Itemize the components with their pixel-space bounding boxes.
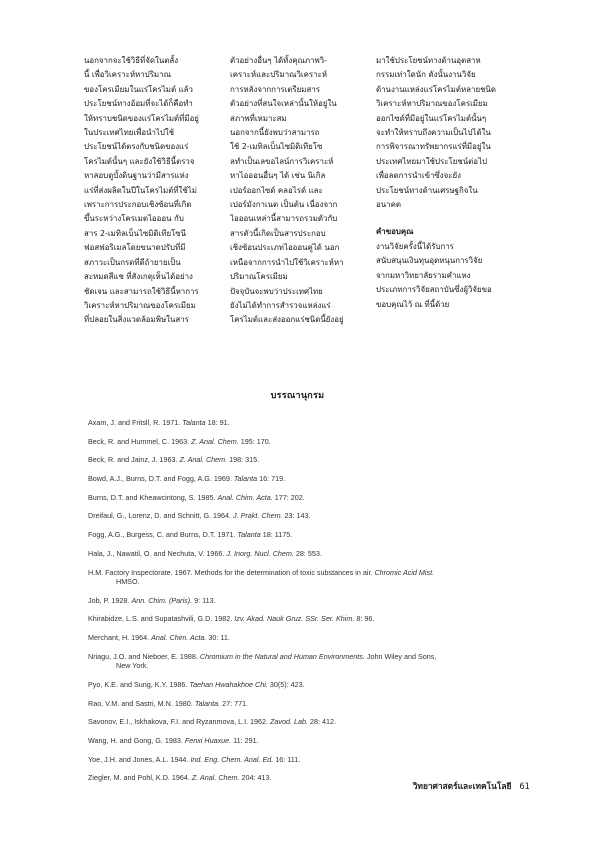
reference-entry [88,493,518,503]
body-col2-line: ตัวอย่างที่สนใจเหล่านั้นให้อยู่ใน [230,99,337,109]
column-1 [84,54,210,328]
reference-entry [88,549,518,559]
body-col1-line: โครไมต์นั้นๆ และยังใช้วิธีนี้ตรวจ [84,156,195,166]
column-3 [376,54,502,312]
reference-entry [88,474,518,484]
body-col1-line: สาร 2-เมทิลเบ็นไซมิดิเทียโซนี [84,228,187,238]
column-3-body [376,54,502,212]
body-col1-line: นี้ เพื่อวิเคราะห์หาปริมาณ [84,70,171,80]
reference-authors: Dreifaul, G., Lorenz, D. and Schnitt, G. 1964. [88,511,234,521]
body-col3-line: เพื่อลดการนำเข้าซึ่งจะยัง [376,171,461,181]
body-col1-line: ฟอสฟอริเมลโดยขนาดปรับที่มี [84,243,186,253]
body-col3-line: ประโยชน์ทางด้านเศรษฐกิจใน [376,185,478,195]
body-col2-line: หาไอออนอื่นๆ ได้ เช่น นิเกิล [230,171,326,181]
body-col2-line: โครไมต์และส่งออกแร่ชนิดนี้ยังอยู่ [230,315,344,325]
reference-detail: 177: 202. [272,492,305,502]
reference-journal: Anal. Chim. Acta. [217,492,273,502]
body-col3-line: มาใช้ประโยชน์ทางด้านอุตสาห [376,56,481,65]
reference-authors: Beck, R. and Hummel, C. 1963. [88,436,192,446]
reference-authors: Beck, R. and Jainz, J. 1963. [88,455,180,465]
reference-authors: Axam, J. and Fritsll, R. 1971. [88,418,183,427]
reference-entry [88,511,518,521]
reference-detail: 18: 1175. [260,530,293,540]
body-col1-line: นอกจากจะใช้วิธีที่จัดในตลั้ง [84,56,179,65]
reference-journal: Z. Anal. Chem. [191,773,240,783]
reference-detail: 11: 291. [231,736,259,745]
body-col2-line: เชิงซ้อนประเภทไอออนคู่ได้ นอก [230,243,340,253]
reference-detail: 27: 771. [220,698,249,708]
acknowledgement-title: คำขอบคุณ [376,227,414,237]
body-col1-line: ประโยชน์ได้ตรงกับชนิดของแร่ [84,142,189,152]
footer-journal-name: วิทยาศาสตร์และเทคโนโลยี [412,781,512,791]
reference-authors: Nriagu, J.O. and Nieboer, E. 1988. [88,651,200,661]
body-col1-line: ประโยชน์ทางอ้อมที่จะได้ก็คือทำ [84,99,193,109]
body-col2-line: การหลังจากการเตรียมสาร [230,84,320,94]
body-col2-line: ตัวอย่างอื่นๆ ได้ทั้งคุณภาพวิ- [230,56,327,65]
references-title: บรรณานุกรม [270,391,325,401]
reference-detail: 195: 170. [238,436,271,446]
body-col1-line: ของโครเมียมในแร่โครไมต์ แล้ว [84,84,193,94]
reference-journal: Ind. Eng. Chem. Anal. Ed. [190,754,274,764]
reference-authors: Bowd, A.J., Burns, D.T. and Fogg, A.G. 1969. [88,474,234,484]
body-col2-line: ไอออนเหล่านี้สามารถรวมตัวกับ [230,214,338,224]
body-col2-line: เปอร์มังกาเนต เป็นต้น เนื่องจาก [230,200,338,210]
body-col1-line: เพราะการประกอบเชิงซ้อนที่เกิด [84,200,192,210]
reference-journal: J. Inorg. Nucl. Chem. [226,548,294,558]
reference-authors: H.M. Factory Inspectorate. 1967. Methods for the determination of toxic substances in air. [88,567,375,577]
reference-authors: Burns, D.T. and Kheawcintong, S. 1985. [88,492,218,502]
reference-entry [88,614,518,624]
reference-authors: Rao, V.M. and Sastri, M.N. 1980. [88,698,195,708]
reference-journal: Fenxi Huaxue. [184,736,232,745]
reference-entry [88,680,518,690]
body-col1-line: แร่ที่ส่งผลิตในปีในโครไมต์ที่ใช้ไม่ [84,185,197,195]
reference-authors: Pyo, K.E. and Sung, K.Y. 1986. [88,679,190,689]
ack-line: จากมหาวิทยาลัยรามคำแหง [376,270,471,280]
reference-journal: Z. Anal. Chem. [179,455,228,465]
reference-detail: 28: 553. [293,548,322,558]
reference-continuation: New York. [116,661,149,671]
reference-detail: 8: 96. [354,614,375,624]
body-col3-line: กรรมเท่าใดนัก ดังนั้นงานวิจัย [376,70,476,80]
body-col3-line: ออกไซด์ที่มีอยู่ในแร่โครไมต์นั้นๆ [376,113,487,123]
reference-journal: Anal. Chim. Acta. [151,633,207,643]
reference-entry [88,437,518,447]
reference-detail: 30: 11. [206,633,230,643]
reference-detail: 198: 315. [227,455,260,465]
body-col2-line: ปัจจุบันจะพบว่าประเทศไทย [230,286,323,296]
reference-journal: Taehan Hwahakhoe Chi. [189,679,268,689]
ack-line: สนับสนุนเงินทุนอุดหนุนการวิจัย [376,256,483,266]
reference-entry [88,717,518,727]
reference-detail: 23: 143. [282,511,311,521]
ack-line: งานวิจัยครั้งนี้ได้รับการ [376,241,454,251]
body-col2-line: สภาพที่เหมาะสม [230,113,287,123]
body-col3-line: จะทำให้ทราบถึงความเป็นไปได้ใน [376,128,491,138]
reference-journal: Z. Anal. Chem. [191,436,239,446]
reference-authors: Merchant, H. 1964. [88,633,152,643]
reference-detail: 30(5): 423. [267,679,305,689]
page-footer [400,779,530,793]
reference-authors: Khirabidze, L.S. and Supatashvili, G.D. 1982. [88,614,235,624]
reference-entry [88,568,518,587]
reference-journal: Zavod. Lab. [270,717,309,727]
body-col3-line: ด้านงานแหล่งแร่โครไมต์หลายชนิด [376,84,496,94]
reference-detail: 204: 413. [239,773,272,783]
body-col1-line: สะหมดสีแช ที่สังเกตุเห็นได้อย่าง [84,272,193,282]
reference-detail: 18: 91. [205,418,230,427]
body-col1-line: ให้ทราบชนิดของแร่โครไมต์ที่มีอยู่ [84,113,199,123]
reference-authors: Ziegler, M. and Pohl, K.D. 1964. [88,773,192,783]
reference-entry [88,418,518,428]
references-list [88,418,518,792]
acknowledgement-body [376,240,502,312]
body-col2-line: เคราะห์และปริมาณวิเคราะห์ [230,70,327,80]
reference-journal: Talanta. [194,698,221,708]
body-col1-line: หาสอบดูบั้งดินฐานว่ามีสารแห่ง [84,171,189,181]
body-col1-line: ชัดเจน และสามารถใช้วิธีนี้หาการ [84,286,199,296]
reference-detail: 16: 111. [273,754,301,764]
reference-detail: 28: 412. [308,717,336,727]
reference-authors: Job, P. 1928. [88,595,132,605]
reference-entry [88,652,518,671]
reference-journal: Izv. Akad. Nauk Gruz. SSr. Ser. Khim. [234,614,355,624]
reference-continuation: HMSO. [116,577,140,586]
reference-authors: Savonov, E.I., Iskhakova, F.I. and Ryzanmova, L.I. 1962. [88,717,271,727]
body-col2-line: เปอร์ออกไซด์ คลอไรด์ และ [230,185,323,195]
body-col2-line: ลทำเป็นเลขอไลน์การวิเคราะห์ [230,156,334,166]
body-col1-line: วิเคราะห์หาปริมาณของโครเมียม [84,300,196,310]
body-col3-line: ประเทศไทยมาใช้ประโยชน์ต่อไป [376,156,487,166]
reference-authors: Yoe, J.H. and Jones, A.L. 1944. [88,754,191,764]
body-col2-line: สารตัวนี้เกิดเป็นสารประกอบ [230,228,326,238]
body-col2-line: นอกจากนี้ยังพบว่าสามารถ [230,128,320,138]
reference-journal: J. Prakt. Chem. [233,511,283,521]
body-col1-line: ในประเทศไทยเพื่อนำไปใช้ [84,128,175,138]
ack-line: ประเภทการวิจัยสถาบันซึ่งผู้วิจัยขอ [376,285,492,295]
page-number: 61 [519,781,530,791]
reference-entry [88,596,518,606]
reference-authors: Hala, J., Nawatil, O. and Nechuta, V. 1966. [88,548,227,558]
ack-line: ขอบคุณไว้ ณ ที่นี้ด้วย [376,299,450,309]
reference-journal: Chromic Acid Mist. [374,567,435,577]
reference-entry [88,755,518,765]
body-col2-line: ปริมาณโครเมียม [230,272,288,282]
reference-entry [88,699,518,709]
body-col3-line: การพิจารณาทรัพยากรแร่ที่มีอยู่ใน [376,142,491,152]
reference-detail: 16: 719. [257,474,286,484]
body-col3-line: อนาคต [376,200,401,210]
reference-detail: 9: 113. [192,595,216,605]
body-col2-line: ใช้ 2-เมทิลเบ็นไซมิดิเทียโซ [230,142,323,152]
reference-journal: Talanta [237,530,261,540]
reference-journal: Chromium in the Natural and Human Environments. [199,651,365,661]
body-text-columns [84,54,524,366]
reference-entry [88,736,518,746]
reference-authors: Wang, H. and Gong, G. 1983. [88,736,185,745]
reference-journal: Talanta [182,418,206,427]
body-col1-line: สภาวะเป็นกรดที่ดีถ้ายายเป็น [84,257,181,267]
body-col2-line: เหนือจากการนำไปใช้วิเคราะห์หา [230,257,344,267]
body-col1-line: ขึ้นระหว่างโครเมตไอออน กับ [84,214,184,224]
reference-entry [88,530,518,540]
reference-detail: John Wiley and Sons, [364,651,437,661]
body-col2-line: ยังไม่ได้ทำการสำรวจแหล่งแร่ [230,300,331,310]
reference-entry [88,455,518,465]
reference-journal: Ann. Chim. (Paris). [131,595,193,605]
body-col1-line: ที่ปลอยในสิ่งแวดล้อมพิษในสาร [84,315,189,325]
body-col3-line: วิเคราะห์หาปริมาณของโครเมียม [376,99,488,109]
reference-journal: Talanta [233,474,258,484]
column-2 [230,54,356,328]
reference-entry [88,633,518,643]
reference-authors: Fogg, A.G., Burgess, C. and Burns, D.T. 1971. [88,530,238,540]
